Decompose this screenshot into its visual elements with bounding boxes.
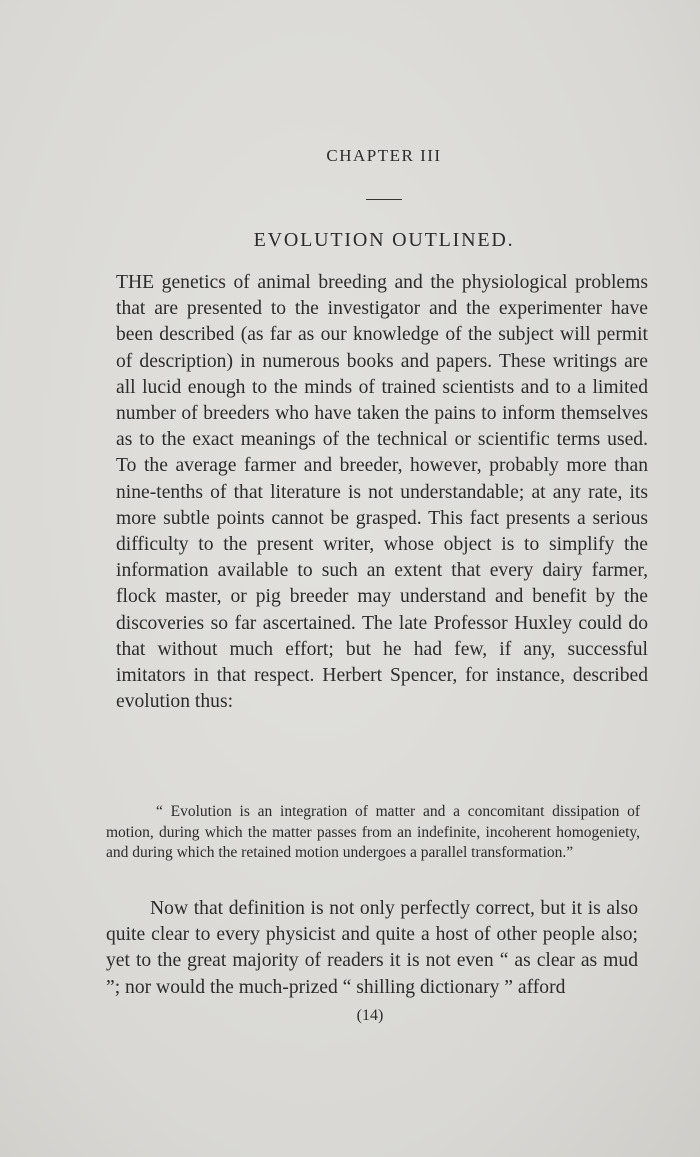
body-text-continued	[106, 896, 638, 1001]
paragraph-2: Now that definition is not only perfectly correct, but it is also quite clear to every physicist and quite a host of other people also; yet to the great majority of readers it is not even “ as clear as mud ”; nor would the much-prized “ shilling dictionary ” afford	[106, 898, 638, 998]
page-number: (14)	[356, 1007, 384, 1024]
chapter-heading: CHAPTER III	[326, 146, 442, 165]
quotation-text: “ Evolution is an integration of matter and a concomitant dissipation of motion, during which the matter passes from an indefinite, incoherent homogeniety, and during which the retained motion undergoes a parallel transformation.”	[106, 803, 640, 861]
paragraph-1: THE genetics of animal breeding and the physiological problems that are presented to the investigator and the experimenter have been described (as far as our knowledge of the subject will permit of description) in numerous books and papers. These writings are all lucid enough to the minds of trained scientists and to a limited number of breeders who have taken the pains to inform themselves as to the exact meanings of the technical or scientific terms used. To the average farmer and breeder, however, probably more than nine-tenths of that literature is not understandable; at any rate, its more subtle points cannot be grasped. This fact presents a serious difficulty to the present writer, whose object is to simplify the information available to such an extent that every dairy farmer, flock master, or pig breeder may understand and benefit by the discoveries so far ascertained. The late Professor Huxley could do that without much effort; but he had few, if any, successful imitators in that respect. Herbert Spencer, for instance, described evolution thus:	[116, 272, 648, 713]
body-text	[116, 270, 648, 715]
block-quotation	[106, 802, 640, 864]
title-divider	[366, 199, 402, 200]
chapter-title: EVOLUTION OUTLINED.	[253, 229, 515, 251]
